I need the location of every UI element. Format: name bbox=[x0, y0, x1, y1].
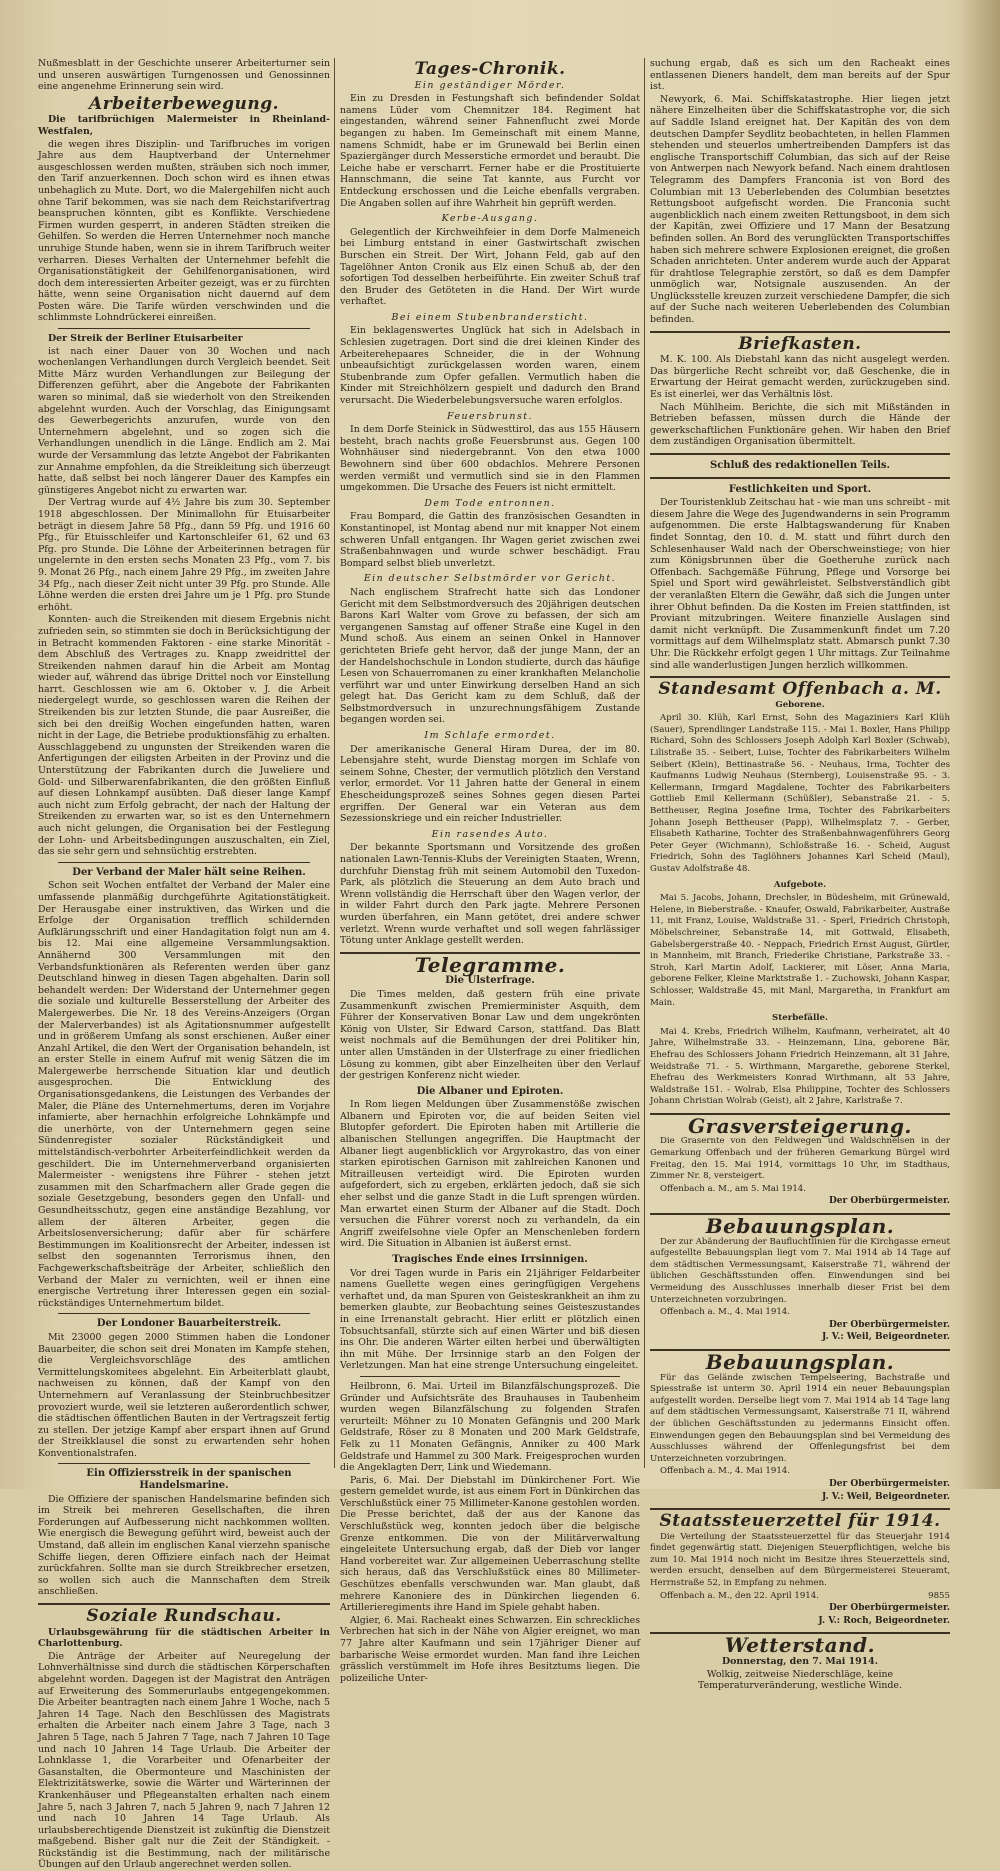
column-left bbox=[38, 58, 330, 1871]
divider-thick bbox=[650, 477, 950, 479]
etui-text-3: Konnten- auch die Streikenden mit diesem Ergebnis nicht zufrieden sein, so stimmten sie doch in Berücksichtigung der in Betracht kommenden Faktoren - eine starke Minorität - dem Abschluß des Vertrages zu. Knapp zweidrittel der Streikenden nahmen darauf hin die Arbeit am Montag wieder auf, während das übrige Drittel noch vor Einstellung harrt. Geschlossen wie am 6. Oktober v. J. die Arbeit niedergelegt wurde, so geschlossen waren die Reihen der Streikenden bis zur letzten Stunde, die paar Ausreißer, die sich bei den dreißig Wochen eingefunden hatten, waren nicht in der Lage, die Betriebe produktionsfähig zu erhalten. Ausschlaggebend zu ungunsten der Streikenden waren die Anfertigungen der eiligsten Arbeiten in der Provinz und die Unterstützung der Fabrikanten durch die Juweliere und Gold- und Silberwarenfabrikanten, die den größten Einfluß auf diesen Lohnkampf ausübten. Daß dieser lange Kampf auch nicht zum Erfolg gebracht, der nach der Haltung der Streikenden zu erwarten war, so ist es den Unternehmern auch nicht gelungen, die Organisation bei der Festlegung der Lohn- und Arbeitsbedingungen auszuschalten, ein Ziel, das sie sehr gern und sehnsüchtig erstrebten. bbox=[38, 614, 330, 858]
heading-bebauungsplan-1: Bebauungsplan. bbox=[705, 1214, 895, 1239]
offz-text: Die Offiziere der spanischen Handelsmarine befinden sich im Streik bei mehreren Gesellschaften, die ihren Forderungen auf Aufbesserung nicht nachkommen wollten. Wie energisch die Bewegung geführt wird, beweist auch der Umstand, daß allein im englischen Kanal vierzehn spanische Schiffe liegen, deren Offiziere einfach nach der Heimat zurückfahren. Sollte man sie durch Streikbrecher ersetzen, so wollen sich auch die Mannschaften dem Streik anschließen. bbox=[38, 1493, 330, 1598]
sign-bebau-2: Der Oberbürgermeister. bbox=[828, 1478, 950, 1489]
ad-number: 9855 bbox=[928, 1590, 950, 1601]
text-schlafe: Der amerikanische General Hiram Durea, der im 80. Lebensjahre steht, wurde Dienstag morgen im Schlafe von seinem Sohne, Chester, der vermutlich plötzlich den Verstand verlor, ermordet. Vor 11 Jahren hatte der General in einem Ehescheidungsprozeß seines Sohnes gegen diesen Partei ergriffen. Der General war ein Veteran aus dem Sezessionskriege und ein reicher Industrieller. bbox=[340, 743, 640, 825]
text-newyork: Newyork, 6. Mai. Schiffskatastrophe. Hier liegen jetzt nähere Einzelheiten über die Schiffskatastrophe vor, die sich auf Saddle Island ereignet hat. Der Kapitän des von dem deutschen Dampfer Seydlitz beobachteten, in hellen Flammen stehenden und steuerlos umhertreibenden Dampfers ist das englische Transportschiff Columbian, das sich auf der Reise von Antwerpen nach Newyork befand. Nach einem drahtlosen Telegramm des Dampfers Franconia ist von Bord des Columbian mit 13 Ueberlebenden des Columbian besetztes Rettungsboot aufgefischt worden. Die Franconia sucht augenblicklich nach einem zweiten Rettungsboot, in dem sich der Kapitän, zwei Offiziere und 17 Mann der Besatzung befinden sollen. An Bord des verunglückten Transportschiffes haben sich mehrere schwere Explosionen ereignet, die großen Schaden anrichteten. Unter anderem wurde auch der Apparat für drahtlose Telegraphie zerstört, so daß es dem Dampfer unmöglich war, Notsignale auszusenden. An der Unglücksstelle kreuzen zurzeit verschiedene Dampfer, die sich auf der Suche nach weiteren Ueberlebenden des Columbian befinden. bbox=[650, 93, 950, 326]
divider bbox=[58, 862, 310, 863]
divider bbox=[58, 1463, 310, 1464]
etui-text-2: Der Vertrag wurde auf 4½ Jahre bis zum 30. September 1918 abgeschlossen. Der Minimallohn für Etuisarbeiter beträgt in diesem Jahre 58 Pfg., dann 59 Pfg. und 1916 60 Pfg., für Etuisschleifer und Kartonschleifer 61, 62 und 63 Pfg. pro Stunde. Die Löhne der Arbeiterinnen betragen für ungelernte in den ersten sechs Monaten 23 Pfg., vom 7. bis 9. Monat 26 Pfg., nach einem Jahre 29 Pfg., im zweiten Jahre 34 Pfg., nach dieser Zeit nicht unter 39 Pfg. pro Stunde. Alle Löhne werden die ersten drei Jahre um je 1 Pfg. pro Stunde erhöht. bbox=[38, 497, 330, 613]
text-paris: Paris, 6. Mai. Der Diebstahl im Dünkirchener Fort. Wie gestern gemeldet wurde, ist aus einem Fort in Dünkirchen das Verschlußstück einer 75 Millimeter-Kanone gestohlen worden. Die Presse berichtet, daß der aus der Kanone das Verschlußstück weg, konnten jedoch über die belgische Grenze entkommen. Die von der Militärverwaltung eingeleitete Untersuchung ergab, daß der Dieb vor langer Hand vorbereitet war. Zur allgemeinen Ueberraschung stellte sich heraus, daß das Verschlußstück eines 80 Millimeter-Geschützes ebenfalls verschwunden war. Man glaubt, daß mehrere Kanoniere des in Dünkirchen liegenden 6. Artillerieregiments ihre Hand im Spiele gehabt haben. bbox=[340, 1474, 640, 1614]
text-kerbe: Gelegentlich der Kirchweihfeier in dem Dorfe Malmeneich bei Limburg entstand in einer Gastwirtschaft zwischen Burschen ein Streit. Der Wirt, Johann Feld, gab auf den Tagelöhner Anton Cronik aus Elz einen Schuß ab, der den sofortigen Tod desselben herbeiführte. Ein zweiter Schuß traf den Bruder des Getöteten in die Hand. Der Wirt wurde verhaftet. bbox=[340, 226, 640, 308]
divider-thick bbox=[38, 1603, 330, 1605]
heading-grasversteigerung: Grasversteigerung. bbox=[688, 1113, 912, 1138]
heading-telegramme: Telegramme. bbox=[414, 952, 566, 977]
subhead-tode-entronnen: Dem Tode entronnen. bbox=[424, 497, 556, 509]
divider bbox=[360, 1376, 620, 1377]
text-gras: Die Grasernte von den Feldwegen und Waldschneisen in der Gemarkung Offenbach und der früheren Gemarkung Bürgel wird Freitag, den 15. Mai 1914, vormittags 10 Uhr, im Stadthaus, Zimmer Nr. 8, versteigert. bbox=[650, 1136, 950, 1182]
london-title: Der Londoner Bauarbeiterstreik. bbox=[96, 1318, 282, 1330]
text-algier: Algier, 6. Mai. Racheakt eines Schwarzen. Ein schreckliches Verbrechen hat sich in der Nähe von Algier ereignet, wo man 77 Jahre alter Kaufmann und sein 17jähriger Diener auf barbarische Weise ermordet wurden. Man fand ihre Leichen grässlich verstümmelt im Hofe ihres Besitztums liegen. Die polizeiliche Unter- bbox=[340, 1614, 640, 1684]
subhead-kerbe: Kerbe-Ausgang. bbox=[441, 213, 539, 225]
text-stubenbrand: Ein beklagenswertes Unglück hat sich in Adelsbach in Schlesien zugetragen. Dort sind die drei kleinen Kinder des Arbeiterehepaares Schneider, die in der Wohnung unbeaufsichtigt zurückgelassen worden waren, einem Stubenbrande zum Opfer gefallen. Vermutlich haben die Kinder mit Streichhölzern gespielt und dadurch den Brand verursacht. Die Wiederbelebungsversuche waren erfolglos. bbox=[340, 325, 640, 407]
maler-title: Die tarifbrüchigen Malermeister in Rheinland-Westfalen, bbox=[38, 114, 330, 137]
date-gras: Offenbach a. M., am 5. Mai 1914. bbox=[660, 1183, 806, 1194]
date-wetter: Donnerstag, den 7. Mai 1914. bbox=[722, 1656, 878, 1668]
subhead-feuersbrunst: Feuersbrunst. bbox=[446, 410, 534, 422]
brief-2: Nach Mühlheim. Berichte, die sich mit Mißständen in Betrieben befassen, müssen durch die Hände der gewerkschaftlichen Funktionäre gehen. Wir haben den Brief dem zuständigen Organisation übermittelt. bbox=[650, 401, 950, 448]
sign-bebau-1: Der Oberbürgermeister. bbox=[828, 1319, 950, 1330]
divider-thick bbox=[650, 676, 950, 678]
text-wetter: Wolkig, zeitweise Niederschläge, keine Temperaturveränderung, westliche Winde. bbox=[698, 1668, 902, 1692]
heading-bebauungsplan-2: Bebauungsplan. bbox=[705, 1349, 895, 1374]
subhead-aufgebote: Aufgebote. bbox=[773, 879, 827, 890]
date-staatssteuer bbox=[650, 1591, 950, 1603]
subhead-ulster: Die Ulsterfrage. bbox=[445, 975, 535, 987]
subhead-sterbefaelle: Sterbefälle. bbox=[772, 1013, 828, 1024]
sign2-staatssteuer: J. V.: Roch, Beigeordneter. bbox=[818, 1615, 950, 1626]
heading-arbeiterbewegung: Arbeiterbewegung. bbox=[89, 93, 279, 114]
text-heilbronn: Heilbronn, 6. Mai. Urteil im Bilanzfälschungsprozeß. Die Gründer und Aufsichtsräte des Brauhauses in Taubenheim wurden wegen Bilanzfälschung zu folgenden Strafen verurteilt: Möhner zu 10 Monaten Gefängnis und 200 Mark Geldstrafe, Röser zu 8 Monaten und 200 Mark Geldstrafe, Felk zu 11 Monaten Gefängnis, Anniker zu 400 Mark Geldstrafe und Hammel zu 300 Mark. Freigesprochen wurden die Angeklagten Derr, Link und Wiedemann. bbox=[340, 1380, 640, 1474]
text-bebau-1: Der zur Abänderung der Baufluchtlinien für die Kirchgasse erneut aufgestellte Bebauungsplan liegt vom 7. Mai 1914 ab 14 Tage auf dem städtischen Vermessungsamt, Kaiserstraße 71, während der üblichen Geschäftsstunden offen. Einwendungen sind bei Vermeidung des Ausschlusses innerhalb dieser Frist bei dem Unterzeichneten vorzubringen. bbox=[650, 1236, 950, 1305]
intro-text: Nußmesblatt in der Geschichte unserer Arbeiterturner sein und unseren auswärtigen Turngenossen und Genossinnen eine angenehme Erinnerung sein wird. bbox=[38, 58, 330, 93]
text-albaner: In Rom liegen Meldungen über Zusammenstöße zwischen Albanern und Epiroten vor, die auf beiden Seiten viel Blutopfer gefordert. Die Epiroten haben mit Artillerie die albanischen Stellungen angegriffen. Die Hauptmacht der Albaner liegt augenblicklich vor Argyrokastro, das von einer starken epirotischen Garnison mit zahlreichen Kanonen und Mitrailleusen verteidigt wird. Die Epiroten wurden aufgefordert, sich zu ergeben, erklärten jedoch, daß sie sich eher selbst und die ganze Stadt in die Luft sprengen würden. Man erwartet einen Sturm der Albaner auf die Stadt. Doch versuchen die Führer vorerst noch zu verhandeln, da ein Angriff zweifelsohne viele Opfer an Menschenleben fordern wird. Die Situation in Albanien ist äußerst ernst. bbox=[340, 1099, 640, 1250]
subhead-schlafe: Im Schlafe ermordet. bbox=[424, 730, 556, 742]
brief-1: M. K. 100. Als Diebstahl kann das nicht ausgelegt werden. Das bürgerliche Recht schreibt vor, daß Geschenke, die in Erwartung der Heirat gemacht werden, zurückzugeben sind. Es ist einerlei, wer das Verhältnis löst. bbox=[650, 354, 950, 401]
column-middle bbox=[340, 58, 640, 1684]
date-bebau-1: Offenbach a. M., 4. Mai 1914. bbox=[660, 1307, 790, 1318]
text-moerder: Ein zu Dresden in Festungshaft sich befindender Soldat namens Lüder vom Chemnitzer 184. Regiment hat eingestanden, während seiner Fahnenflucht zwei Morde begangen zu haben. Im Gemeinschaft mit einem Manne, namens Schmidt, habe er im Grunewald bei Berlin einen Spaziergänger durch Messerstiche ermordet und beraubt. Die Leiche habe er verscharrt. Ferner habe er die Prostituierte Hannschmann, die seine Tat kannte, aus Furcht vor Entdeckung erschossen und die Leiche ebenfalls vergraben. Die Angaben sollen auf ihre Wahrheit hin geprüft werden. bbox=[340, 93, 640, 209]
maler2-text: Schon seit Wochen entfaltet der Verband der Maler eine umfassende planmäßig durchgeführte Agitationstätigkeit. Der Herausgabe einer instruktiven, das Wirken und die Erfolge der Organisation trefflich schildernden Aufklärungsschrift und einer Handagitation folgt nun am 4. bis 12. Mai eine allgemeine Versammlungsaktion. Annähernd 300 Versammlungen mit den Verbandsfunktionären als Referenten werden über ganz Deutschland hinweg in diesen Tagen abgehalten. Darin soll behandelt werden: Der Widerstand der Unternehmer gegen die soziale und kulturelle Besserstellung der Arbeiter des Malergewerbes. Die Nr. 18 des Vereins-Anzeigers (Organ der Malerverbandes) ist als Agitationsnummer aufgestellt und in größerem Umfang als sonst erschienen. Außer einer Anzahl Artikel, die den Wert der Organisation behandeln, ist an erster Stelle in einem Aufruf mit wenig Sätzen die im Malergewerbe herrschende Situation klar und deutlich ausgesprochen. Die Entwicklung des Organisationsgedankens, die Leistungen des Verbandes der Maler, die Pläne des Unternehmertums, deren im Vorjahre infamierte, aber hernachhin erfolgreiche Lohnkämpfe und die unerhörte, von der Unternehmern gegen seine Sündenregister sozialer Rückständigkeit und mittelständisch-verbohrter Arbeiterfeindlichkeit werden da geschildert. Die im Unternehmerverband organisierten Malermeister - wenigstens ihre Führer - stehen jetzt zusammen mit den Scharfmachern aller Grade gegen die soziale Gesetzgebung, besonders gegen den Unfall- und Gesundheitsschutz, gegen eine anständige Bezahlung, vor allem der älteren Arbeiter, gegen die Arbeitslosenversicherung; dafür aber für schärfere Bestimmungen im Koalitionsrecht der Arbeiter, indessen ist selbst den sogenannten Terrorismus ihnen, den Fachgewerkschaftsbeiträge der Arbeiter, schließlich den Verband der Maler zu vernichten, weil er ihnen eine energische Vertretung ihrer Interessen gegen ein sozial-rückständiges Unternehmertum bildet. bbox=[38, 880, 330, 1309]
subhead-selbstmoerder: Ein deutscher Selbstmörder vor Gericht. bbox=[363, 573, 617, 585]
heading-briefkasten: Briefkasten. bbox=[738, 333, 862, 354]
urlaub-text: Die Anträge der Arbeiter auf Neuregelung der Lohnverhältnisse sind durch die städtischen Körperschaften abgelehnt worden. Dagegen ist der Magistrat den Anträgen auf Erweiterung des Sommerurlaubs entgegengekommen. Die Arbeiter beantragten nach einem Jahre 1 Woche, nach 5 Jahren 14 Tage. Nach den Beschlüssen des Magistrats erhalten die Arbeiter nach einem Jahre 3 Tage, nach 3 Jahren 5 Tage, nach 5 Jahren 7 Tage, nach 7 Jahren 10 Tage und nach 10 Jahren 14 Tage Urlaub. Die Arbeiter der Lohnklasse 1, die Vorarbeiter und Ofenarbeiter der Gasanstalten, die Obermonteure und Maschinisten der Elektrizitätswerke, sowie die Wärter und Wärterinnen der Krankenhäuser und Pflegeanstalten erhalten nach einem Jahre 5, nach 3 Jahren 7, nach 5 Jahren 9, nach 7 Jahren 12 und nach 10 Jahren 14 Tage Urlaub. Als urlaubsberechtigende Dienstzeit ist zukünftig die Dienstzeit maßgebend. Bisher galt nur die Zeit der Ständigkeit. - Rückständig ist die Bestimmung, nach der militärische Übungen auf den Urlaub angerechnet werden sollen. bbox=[38, 1650, 330, 1871]
subhead-moerder: Ein geständiger Mörder. bbox=[414, 79, 566, 91]
heading-festlichkeiten: Festlichkeiten und Sport. bbox=[728, 483, 872, 495]
divider-thick bbox=[650, 453, 950, 455]
text-staatssteuer: Die Verteilung der Staatssteuerzettel für das Steuerjahr 1914 findet gegenwärtig statt. Diejenigen Steuerpflichtigen, welche bis zum 10. Mai 1914 noch nicht im Besitze ihres Steuerzettels sind, werden ersucht, denselben auf dem Bürgermeisterei Steueramt, Herrnstraße 52, in Empfang zu nehmen. bbox=[650, 1531, 950, 1589]
maler-text: die wegen ihres Disziplin- und Tarifbruches im vorigen Jahre aus dem Hauptverband der Unternehmer ausgeschlossen werden mußten, sträuben sich noch immer, den Tarif anzuerkennen. Doch schon wird es ihnen etwas unbehaglich zu Mute. Dort, wo die Malergehilfen nicht auch ohne Tarif bekommen, was sie nach dem Reichstarifvertrag beanspruchen könnten, gibt es Konflikte. Verschiedene Firmen wurden gesperrt, in anderen Städten streiken die Gehilfen. So werden die Herren Unternehmer noch manche unruhige Stunde haben, wenn sie in ihrem Tarifbruch weiter verharren. Dieses Verhalten der Unternehmer befehlt die Organisationstätigkeit der Gehilfenorganisationen, wird doch dem interessierten Arbeiter gezeigt, was er zu fürchten hätte, wenn seine Organisation nicht dauernd auf dem Posten wäre. Die Tarife würden verschwinden und die schlimmste Lohndrückerei einreißen. bbox=[38, 138, 330, 324]
heading-soziale-rundschau: Soziale Rundschau. bbox=[86, 1606, 282, 1626]
text-selbstmoerder: Nach englischem Strafrecht hatte sich das Londoner Gericht mit dem Selbstmordversuch des 20jährigen deutschen Barons Karl Walter vom Grove zu befassen, der sich am vergangenen Samstag auf offener Straße eine Kugel in den Mund schoß. Aus einem an seinen Onkel in Hannover gerichteten Briefe geht hervor, daß der junge Mann, der an der Handelshochschule in London studierte, durch das häufige Lesen von Schauerromanen zu einer krankhaften Melancholie verführt war und unter Einwirkung derselben Hand an sich gelegt hat. Das Gericht kam zu dem Schluß, daß der Selbstmordversuch in unzurechnungsfähigem Zustande begangen worden sei. bbox=[340, 586, 640, 726]
urlaub-title: Urlaubsgewährung für die städtischen Arbeiter in Charlottenburg. bbox=[38, 1626, 330, 1650]
text-touristenklub: Der Touristenklub Zeitschau hat - wie man uns schreibt - mit diesem Jahre die Wege des Jugendwanderns in sein Programm aufgenommen. Die erste Halbtagswanderung für Knaben findet Sonntag, den 10. d. M. statt und führt durch den Schlesenhauser Wald nach der Oberschweinstiege; von hier zum Königsbrunnen über die Goetheruhe zurück nach Offenbach. Sachgemäße Führung, Pflege und Vorsorge bei Spiel und Sport wird gewährleistet. Selbstverständlich gibt der veranlaßten Eltern die Gewähr, daß sich die Jungen unter ihrer Obhut befinden. Da die Kosten im Freien stattfinden, ist Proviant mitzubringen. Weitere finanzielle Auslagen sind damit nicht verknüpft. Die Zusammenkunft findet um 7.20 vormittags auf dem Wilhelmsplatz statt. Abmarsch punkt 7.30 Uhr. Die Rückkehr erfolgt gegen 1 Uhr mittags. Zur Teilnahme sind alle wanderlustigen Jungen herzlich willkommen. bbox=[650, 497, 950, 671]
london-text: Mit 23000 gegen 2000 Stimmen haben die Londoner Bauarbeiter, die schon seit drei Monaten im Kampfe stehen, die Vergleichsvorschläge des amtlichen Vermittelungskomitees abgelehnt. Ein Arbeiterblatt glaubt, nachweisen zu können, daß der Kampf von den Unternehmern auf Veranlassung der Steinbruchbesitzer provoziert wurde, weil sie letzteren außerordentlich schwer, die städtischen öffentlichen Bauten in der Vertragszeit fertig zu stellen. Der jetzige Kampf aber erspart ihnen auf Grund der Streikklausel die sonst zu erwartenden sehr hohen Konventionalstrafen. bbox=[38, 1331, 330, 1459]
divider bbox=[58, 1313, 310, 1314]
subhead-auto: Ein rasendes Auto. bbox=[431, 828, 549, 840]
date-bebau-2: Offenbach a. M., 4. Mai 1914. bbox=[660, 1466, 790, 1477]
text-auto: Der bekannte Sportsmann und Vorsitzende des großen nationalen Lawn-Tennis-Klubs der Vereinigten Staaten, Wrenn, durchfuhr Dienstag früh mit seinem Automobil den Tuxedon-Park, als plötzlich die Steuerung an dem Auto brach und Wrenn vollständig die Herrschaft über den Wagen verlor, der in wilder Fahrt durch den Park jagte. Mehrere Personen wurden überfahren, ein Mann getötet, drei andere schwer verletzt. Wrenn wurde verhaftet und soll wegen fahrlässiger Tötung unter Anklage gestellt werden. bbox=[340, 842, 640, 947]
text-geborene: April 30. Klüh, Karl Ernst, Sohn des Magaziniers Karl Klüh (Sauer), Sprendlinger Landstraße 115. - Mai 1. Boxler, Hans Philipp Richard, Sohn des Schlossers Joseph Adolph Karl Boxler (Schwab), Lilistraße 35. - Seibert, Luise, Tochter des Fabrikarbeiters Wilhelm Seibert (Klein), Bettinastraße 56. - Neuhaus, Irma, Tochter des Kaufmanns Ludwig Neuhaus (Sternberg), Louisenstraße 95. - 3. Kellermann, Irmgard Magdalene, Tochter des Fabrikarbeiters Gottlieb Emil Kellermann (Schüßler), Sebanstraße 21. - 5. Bettheuser, Regina Josefine Irma, Tochter des Fabrikarbeiters Johann Joseph Bettheuser (Papp), Wilhelmsplatz 7. - Gerber, Elisabeth Katharine, Tochter des Straßenbahnwagenführers Georg Peter Geyer (Wichmann), Schloßstraße 16. - Scheid, August Friedrich, Sohn des Taglöhners Johannes Karl Scheid (Maul), Gustav Adolfstraße 48. bbox=[650, 713, 950, 874]
text-ulster: Die Times melden, daß gestern früh eine private Zusammenkunft zwischen Premierminister Asquith, dem Führer der Konservativen Bonar Law und dem ungekrönten König von Ulster, Sir Edward Carson, stattfand. Das Blatt weist nochmals auf die Bemühungen der drei Politiker hin, unter allen Umständen in der Ulsterfrage zu einer friedlichen Lösung zu kommen, gibt aber Einzelheiten über den Verlauf der gestrigen Konferenz nicht wieder. bbox=[340, 988, 640, 1082]
heading-tages-chronik: Tages-Chronik. bbox=[414, 59, 566, 79]
subhead-albaner: Die Albaner und Epiroten. bbox=[416, 1085, 564, 1097]
sign2-bebau-1: J. V.: Weil, Beigeordneter. bbox=[821, 1332, 950, 1343]
heading-wetterstand: Wetterstand. bbox=[724, 1633, 876, 1658]
subhead-stubenbrand: Bei einem Stubenbrandersticht. bbox=[391, 311, 589, 323]
heading-staatssteuer: Staatssteuerzettel für 1914. bbox=[659, 1511, 941, 1532]
column-rule-2 bbox=[644, 58, 645, 1468]
column-rule-1 bbox=[334, 58, 335, 1468]
sign-gras: Der Oberbürgermeister. bbox=[828, 1196, 950, 1207]
date-staatssteuer-text: Offenbach a. M., den 22. April 1914. bbox=[660, 1590, 819, 1601]
text-feuersbrunst: In dem Dorfe Steinick in Südwesttirol, das aus 155 Häusern besteht, brach nachts große Feuersbrunst aus. Gegen 100 Wohnhäuser sind niedergebrannt. Von den etwa 1000 Bewohnern sind über 600 obdachlos. Mehrere Personen werden vermißt und vermutlich sind sie in den Flammen umgekommen. Die Ursache des Feuers ist nicht ermittelt. bbox=[340, 424, 640, 494]
offz-title: Ein Offiziersstreik in der spanischen Handelsmarine. bbox=[86, 1468, 292, 1492]
page-edge-stain bbox=[960, 0, 1000, 1489]
etui-text: ist nach einer Dauer von 30 Wochen und nach wochenlangen Verhandlungen durch Vergleich beendet. Seit Mitte März wurden Verhandlungen zur Beilegung der Differenzen geführt, aber die Angebote der Fabrikanten waren so minimal, daß sie wiederholt von den Streikenden abgelehnt wurden. Auch der Vorschlag, das Einigungsamt des Gewerbegerichts anzurufen, wurde von den Unternehmern abgelehnt, und so zogen sich die Verhandlungen unendlich in die Länge. Endlich am 2. Mai wurde der Versammlung das letzte Angebot der Fabrikanten zur Annahme empfohlen, da die Streikleitung sich überzeugt hatte, daß selbst bei noch längerer Dauer des Kampfes ein günstigeres Angebot nicht zu erwarten war. bbox=[38, 345, 330, 496]
text-bebau-2: Für das Gelände zwischen Tempelseering, Bachstraße und Spiesstraße ist unterm 30. April 1914 ein neuer Bebauungsplan aufgestellt worden. Derselbe liegt vom 7. Mai 1914 ab 14 Tage lang auf dem städtischen Vermessungsamt, Kaiserstraße 71 II, während der üblichen Geschäftsstunden zu jedermanns Einsicht offen. Einwendungen gegen den Bebauungsplan sind bei Vermeidung des Ausschlusses während der Offenlegungsfrist bei dem Unterzeichneten vorzubringen. bbox=[650, 1372, 950, 1464]
etui-title: Der Streik der Berliner Etuisarbeiter bbox=[48, 333, 243, 345]
sign2-bebau-2: J. V.: Weil, Beigeordneter. bbox=[821, 1491, 950, 1502]
text-diener: suchung ergab, daß es sich um den Racheakt eines entlassenen Dieners handelt, dem man bereits auf der Spur ist. bbox=[650, 58, 950, 93]
divider bbox=[58, 328, 310, 329]
schluss-redaktion: Schluß des redaktionellen Teils. bbox=[709, 460, 891, 471]
subhead-irrsinnig: Tragisches Ende eines Irrsinnigen. bbox=[392, 1254, 588, 1265]
subhead-geborene: Geborene. bbox=[775, 699, 825, 710]
divider-thick bbox=[650, 1508, 950, 1510]
text-irrsinnig: Vor drei Tagen wurde in Paris ein 21jähriger Feldarbeiter namens Guellette wegen eines geringfügigen Vergehens verhaftet und, da man Spuren von Geisteskrankheit an ihm zu bemerken glaubte, zur Beobachtung seines Geisteszustandes in eine Irrenanstalt gebracht. Hier erlitt er plötzlich einen Tobsuchtsanfall, stürzte sich auf einen Wärter und biß diesen ins Ohr. Die anderen Wärter eilten herbei und überwältigten ihn mit Mühe. Der Irrsinnige starb an den Folgen der Verletzungen. Man hat eine strenge Untersuchung eingeleitet. bbox=[340, 1267, 640, 1372]
heading-standesamt: Standesamt Offenbach a. M. bbox=[658, 679, 942, 700]
divider-thick bbox=[650, 331, 950, 333]
text-sterbefaelle: Mai 4. Krebs, Friedrich Wilhelm, Kaufmann, verheiratet, alt 40 Jahre, Wilhelmstraße 33. - Heinzemann, Lina, geborene Bär, Ehefrau des Schlossers Johann Friedrich Heinzemann, alt 31 Jahre, Weidstraße 71. - 5. Wirthmann, Margarethe, geborene Sterkel, Ehefrau des Werkmeisters Konrad Wirthmann, alt 53 Jahre, Waldstraße 151. - Wolrab, Elsa Philippine, Tochter des Schlossers Johann Christian Wolrab (Geist), alt 2 Jahre, Karlstraße 7. bbox=[650, 1026, 950, 1107]
text-aufgebote: Mai 5. Jacobs, Johann, Drechsler, in Büdesheim, mit Grünewald, Helene, in Bieberstraße. - Knaufer, Oswald, Fabrikarbeiter, Austraße 11, mit Franz, Louise, Waldstraße 31. - Sperl, Friedrich Christoph, Möbelschreiner, Sebanstraße 14, mit Gottwald, Elisabeth, Gabelsbergerstraße 40. - Neppach, Friedrich Ernst August, Gürtler, in Mannheim, mit Branch, Friederike Christiane, Parkstraße 33. - Stroh, Karl Martin Adolf, Lackierer, mit Löser, Anna Maria, geborene Felker, Kleine Marktstraße 1. - Zuchowski, Johann Kaspar, Schlosser, Waldstraße 45, mit Manl, Margaretha, in Frankfurt am Main. bbox=[650, 893, 950, 1008]
sign-staatssteuer: Der Oberbürgermeister. bbox=[828, 1603, 950, 1614]
column-right bbox=[650, 58, 950, 1692]
text-tode-entronnen: Frau Bompard, die Gattin des französischen Gesandten in Konstantinopel, ist Montag abend nur mit knapper Not einem schweren Unfall entgangen. Ihr Wagen geriet zwischen zwei Straßenbahnwagen und wurde schwer beschädigt. Frau Bompard selbst blieb unverletzt. bbox=[340, 511, 640, 569]
maler2-title: Der Verband der Maler hält seine Reihen. bbox=[72, 866, 306, 878]
